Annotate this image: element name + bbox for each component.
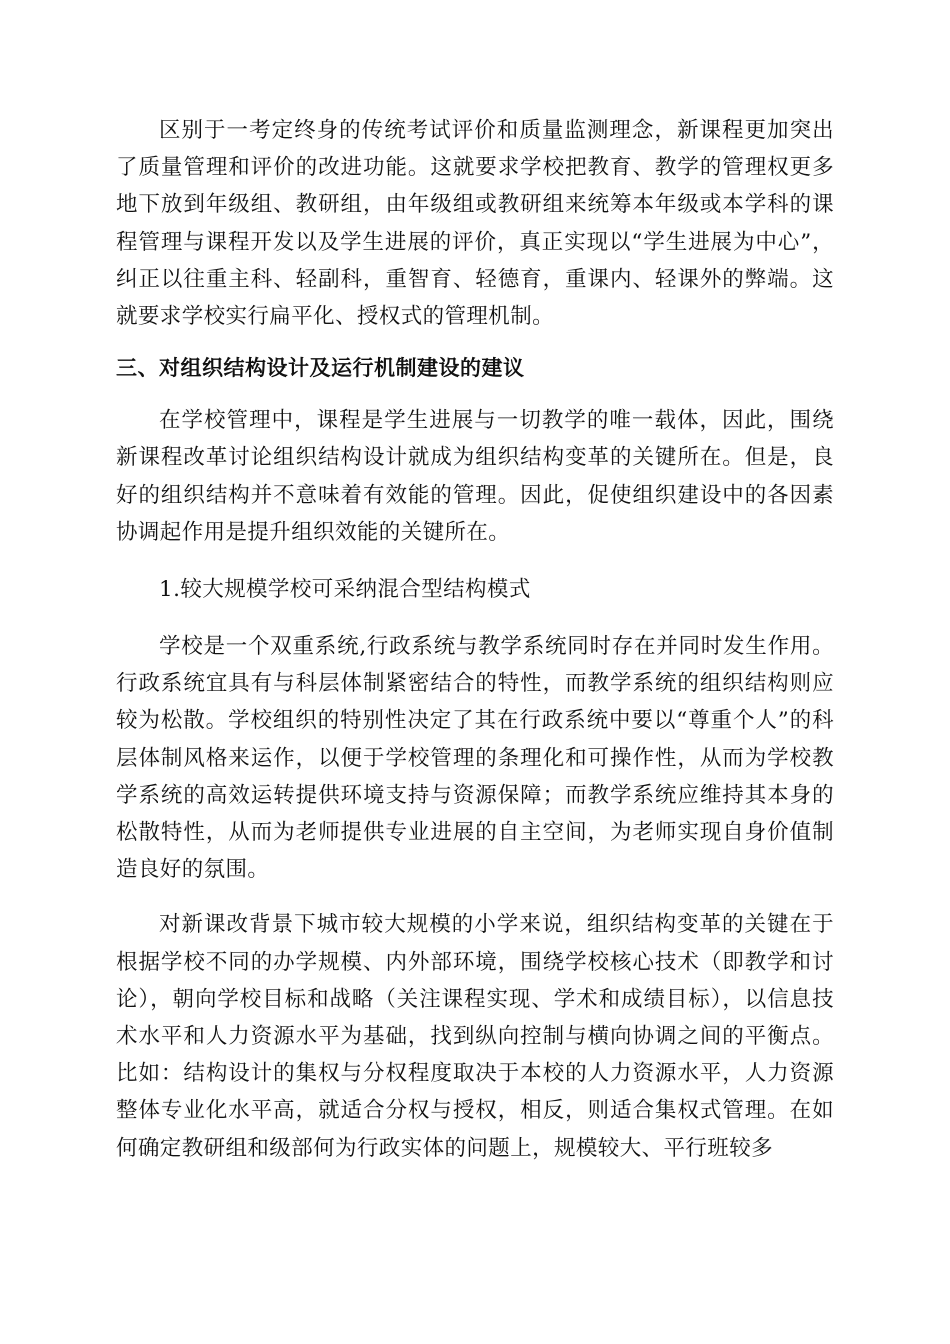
section-heading: 三、对组织结构设计及运行机制建设的建议 — [116, 356, 525, 381]
document-body — [116, 112, 834, 1167]
paragraph-quality-management: 区别于一考定终身的传统考试评价和质量监测理念，新课程更加突出了质量管理和评价的改进功能。这就要求学校把教育、教学的管理权更多地下放到年级组、教研组，由年级组或教研组来统筹本年级或本学科的课程管理与课程开发以及学生进展的评价，真正实现以“学生进展为中心”，纠正以往重主科、轻副科，重智育、轻德育，重课内、轻课外的弊端。这就要求学校实行扁平化、授权式的管理机制。 — [116, 118, 834, 330]
paragraph-dual-system: 学校是一个双重系统,行政系统与教学系统同时存在并同时发生作用。行政系统宜具有与科层体制紧密结合的特性，而教学系统的组织结构则应较为松散。学校组织的特别性决定了其在行政系统中要以“尊重个人”的科层体制风格来运作，以便于学校管理的条理化和可操作性，从而为学校教学系统的高效运转提供环境支持与资源保障；而教学系统应维持其本身的松散特性，从而为老师提供专业进展的自主空间，为老师实现自身价值制造良好的氛围。 — [116, 634, 834, 883]
subheading-hybrid-structure: 1.较大规模学校可采纳混合型结构模式 — [159, 577, 531, 603]
paragraph-curriculum-carrier: 在学校管理中，课程是学生进展与一切教学的唯一载体，因此，围绕新课程改革讨论组织结构设计就成为组织结构变革的关键所在。但是，良好的组织结构并不意味着有效能的管理。因此，促使组织建设中的各因素协调起作用是提升组织效能的关键所在。 — [116, 408, 834, 545]
paragraph-large-schools: 对新课改背景下城市较大规模的小学来说，组织结构变革的关键在于根据学校不同的办学规模、内外部环境，围绕学校核心技术（即教学和讨论），朝向学校目标和战略（关注课程实现、学术和成绩目标），以信息技术水平和人力资源水平为基础，找到纵向控制与横向协调之间的平衡点。比如：结构设计的集权与分权程度取决于本校的人力资源水平，人力资源整体专业化水平高，就适合分权与授权，相反，则适合集权式管理。在如何确定教研组和级部何为行政实体的问题上，规模较大、平行班较多 — [116, 912, 834, 1161]
